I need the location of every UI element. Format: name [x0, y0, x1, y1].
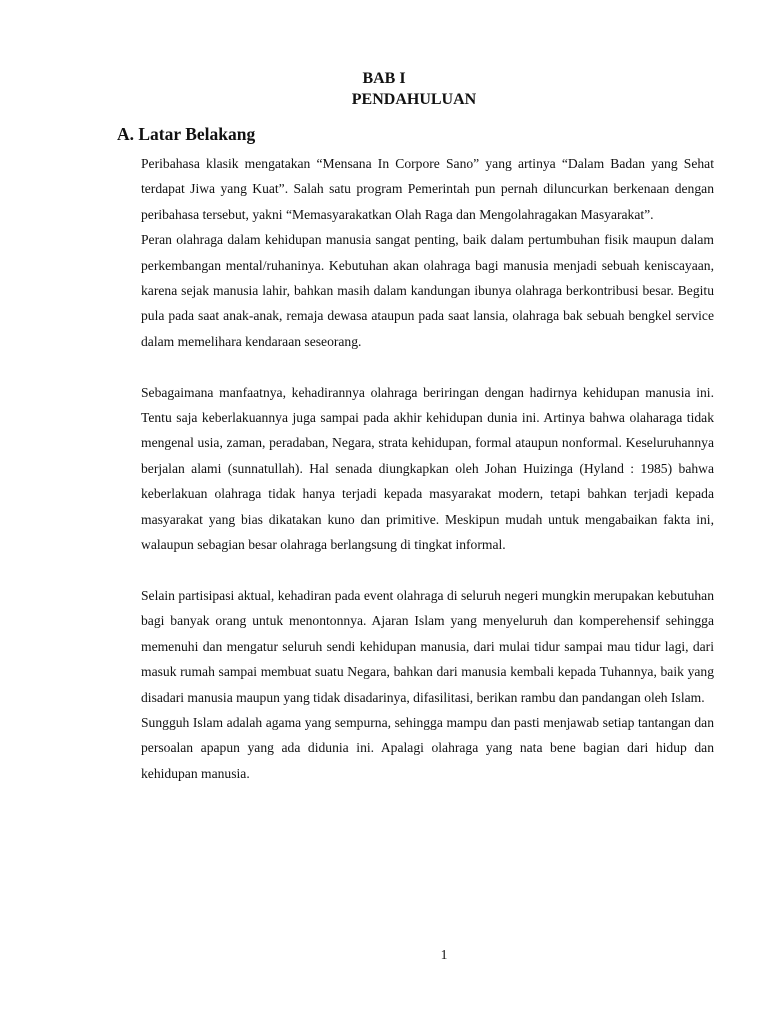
- paragraph-3: Sebagaimana manfaatnya, kehadirannya olahraga beriringan dengan hadirnya kehidupan manusia ini. Tentu saja keberlakuannya juga sampai pada akhir kehidupan dunia ini. Artinya bahwa olaharaga tidak mengenal usia, zaman, peradaban, Negara, strata kehidupan, formal ataupun nonformal. Keseluruhannya berjalan alami (sunnatullah). Hal senada diungkapkan oleh Johan Huizinga (Hyland : 1985) bahwa keberlakuan olahraga tidak hanya terjadi kepada masyarakat modern, tetapi bahkan terjadi kepada masyarakat yang bias dikatakan kuno dan primitive. Meskipun mudah untuk mengabaikan fakta ini, walaupun sebagian besar olahraga berlangsung di tingkat informal.: [141, 384, 714, 553]
- page-number: 1: [440, 947, 448, 962]
- paragraph-5: Sungguh Islam adalah agama yang sempurna, sehingga mampu dan pasti menjawab setiap tantangan dan persoalan apapun yang ada didunia ini. Apalagi olahraga yang nata bene bagian dari hidup dan kehidupan manusia.: [141, 714, 714, 781]
- paragraph-4: Selain partisipasi aktual, kehadiran pada event olahraga di seluruh negeri mungkin merupakan kebutuhan bagi banyak orang untuk menontonnya. Ajaran Islam yang menyeluruh dan komperehensif sehingga memenuhi dan mengatur seluruh sendi kehidupan manusia, dari mulai tidur sampai mau tidur lagi, dari masuk rumah sampai membuat suatu Negara, bahkan dari manusia kembali kepada Tuhannya, baik yang disadari manusia maupun yang tidak disadarinya, difasilitasi, berikan rambu dan pandangan oleh Islam.: [141, 587, 714, 705]
- paragraph-2: Peran olahraga dalam kehidupan manusia sangat penting, baik dalam pertumbuhan fisik maupun dalam perkembangan mental/ruhaninya. Kebutuhan akan olahraga bagi manusia menjadi sebuah keniscayaan, karena sejak manusia lahir, bahkan masih dalam kandungan ibunya olahraga berkontribusi besar. Begitu pula pada saat anak-anak, remaja dewasa ataupun pada saat lansia, olahraga bak sebuah bengkel service dalam memelihara kendaraan seseorang.: [141, 232, 714, 349]
- chapter-heading: [0, 68, 768, 110]
- section-heading: A. Latar Belakang: [117, 124, 256, 144]
- chapter-label: BAB I: [362, 70, 406, 87]
- chapter-title: PENDAHULUAN: [351, 91, 477, 108]
- paragraph-1: Peribahasa klasik mengatakan “Mensana In Corpore Sano” yang artinya “Dalam Badan yang Sehat terdapat Jiwa yang Kuat”. Salah satu program Pemerintah pun pernah diluncurkan berkenaan dengan peribahasa tersebut, yakni “Memasyarakatkan Olah Raga dan Mengolahragakan Masyarakat”.: [141, 156, 714, 222]
- body-text: [141, 151, 714, 786]
